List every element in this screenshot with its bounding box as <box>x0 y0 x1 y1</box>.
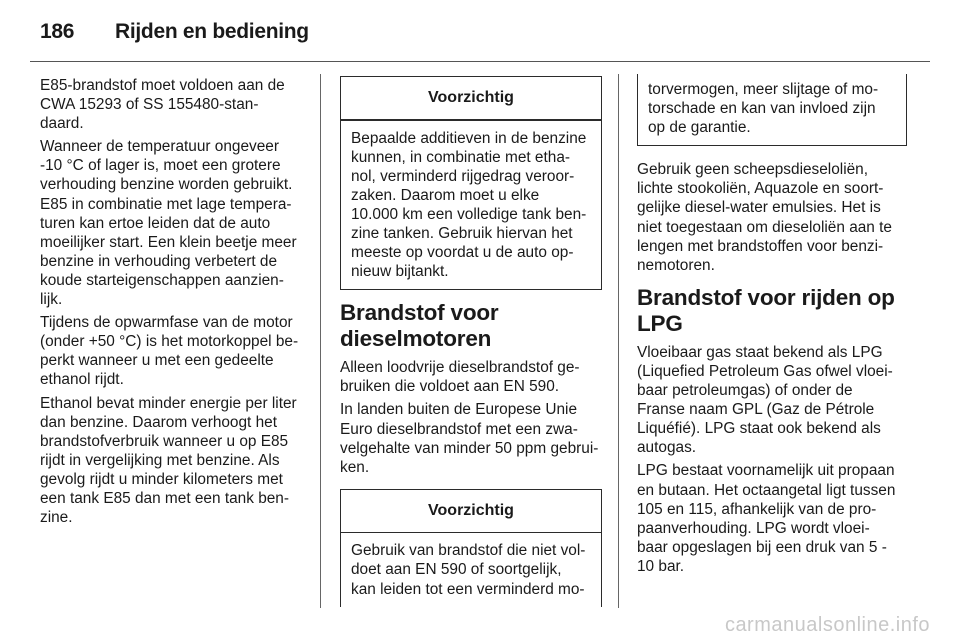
paragraph: In landen buiten de Europese Unie Euro dieselbrandstof met een zwa- velgehalte van minder 50 ppm gebrui- ken. <box>340 401 599 476</box>
page-header <box>0 0 960 62</box>
caution-title: Voorzichtig <box>428 501 514 519</box>
paragraph: Vloeibaar gas staat bekend als LPG (Liquefied Petroleum Gas ofwel vloei- baar petroleumgas) of onder de Franse naam GPL (Gaz de Pétrole Liquéfié). LPG staat ook bekend als autogas. <box>637 343 893 457</box>
page-title: Rijden en bediening <box>115 20 309 43</box>
caution-title: Voorzichtig <box>428 89 514 106</box>
paragraph: Ethanol bevat minder energie per liter dan benzine. Daarom verhoogt het brandstofverbruik wanneer u op E85 rijdt in vergelijking met benzine. Als gevolg rijdt u minder kilometers met een tank E85 dan met een tank ben- zine. <box>40 394 297 527</box>
paragraph: Alleen loodvrije dieselbrandstof ge- bruiken die voldoet aan EN 590. <box>340 359 580 396</box>
paragraph: Tijdens de opwarmfase van de motor (onder +50 °C) is het motorkoppel be- perkt wanneer u met een gedeelte ethanol rijdt. <box>40 314 299 389</box>
column-2 <box>340 76 602 607</box>
paragraph: Wanneer de temperatuur ongeveer -10 °C of lager is, moet een grotere verhouding benzine worden gebruikt. E85 in combinatie met lage tempera- turen kan ertoe leiden dat de auto moeilijker start. Een klein beetje meer benzine in verhouding verbetert de koude starteigenschappen aanzien- lijk. <box>40 138 297 309</box>
paragraph: Gebruik geen scheepsdieseloliën, lichte stookoliën, Aquazole en soort- gelijke diesel-water emulsies. Het is niet toegestaan om dieseloliën aan te lengen met brandstoffen voor benzi- nemotoren. <box>637 161 892 274</box>
caution-text: Bepaalde additieven in de benzine kunnen, in combinatie met etha- nol, verminderd rijgedrag veroor- zaken. Daarom moet u elke 10.000 km een volledige tank ben- zine tanken. Gebruik hiervan het meeste op voordat u de auto op- nieuw bijtankt. <box>351 129 587 281</box>
section-heading: Brandstof voor dieselmotoren <box>340 300 499 352</box>
column-divider-1 <box>320 74 321 608</box>
paragraph: E85-brandstof moet voldoen aan de CWA 15293 of SS 155480-stan- daard. <box>40 77 285 133</box>
column-divider-2 <box>618 74 619 608</box>
paragraph: LPG bestaat voornamelijk uit propaan en butaan. Het octaangetal ligt tussen 105 en 115, afhankelijk van de pro- paanverhouding. LPG wordt vloei- baar opgeslagen bij een druk van 5 - 10 bar. <box>637 462 896 575</box>
caution-text: Gebruik van brandstof die niet vol- doet aan EN 590 of soortgelijk, kan leiden tot een verminderd mo- <box>351 542 586 598</box>
caution-box-continued <box>637 74 907 146</box>
column-1 <box>40 76 310 531</box>
column-3 <box>637 74 907 580</box>
header-divider <box>30 61 930 62</box>
section-heading: Brandstof voor rijden op LPG <box>637 284 895 336</box>
page-number: 186 <box>40 20 75 43</box>
watermark: carmanualsonline.info <box>724 614 930 636</box>
caution-box <box>340 489 602 607</box>
caution-box <box>340 76 602 290</box>
caution-text: torvermogen, meer slijtage of mo- torschade en kan van invloed zijn op de garantie. <box>648 81 879 137</box>
